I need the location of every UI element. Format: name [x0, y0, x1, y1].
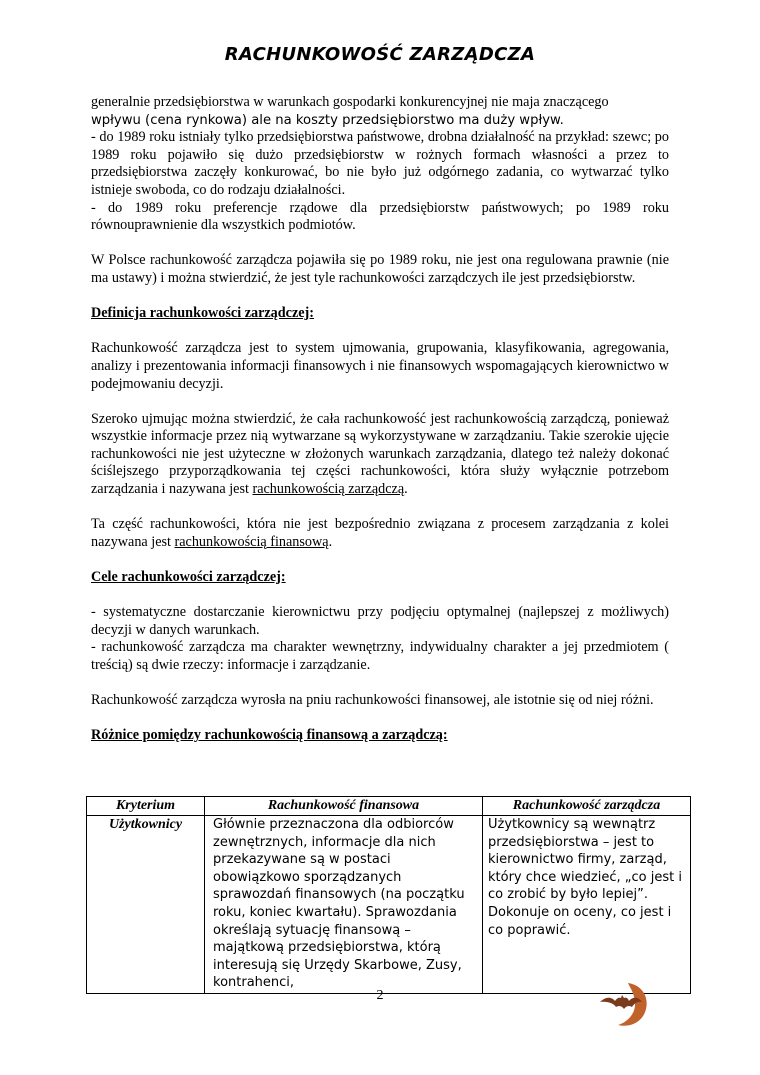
- paragraph-financial: [91, 516, 669, 551]
- bat-moon-icon: [598, 980, 650, 1028]
- page-title: RACHUNKOWOŚĆ ZARZĄDCZA: [224, 44, 536, 65]
- paragraph-continued: [91, 94, 669, 129]
- goal-item-1: - systematyczne dostarczanie kierownictwu przy podjęciu optymalnej (najlepszej z możliwych) decyzji w danych warunkach.: [91, 604, 669, 638]
- heading-goals: Cele rachunkowości zarządczej:: [91, 569, 286, 586]
- managerial-accounting-term: rachunkowością zarządczą: [252, 481, 405, 498]
- paragraph-origin: Rachunkowość zarządcza wyrosła na pniu rachunkowości finansowej, ale istotnie się od niej różni.: [91, 692, 654, 709]
- paragraph-financial-text: Ta część rachunkowości, która nie jest bezpośrednio związana z procesem zarządzania z kolei nazywana jest: [91, 516, 669, 550]
- cell-managerial: Użytkownicy są wewnątrz przedsiębiorstwa – jest to kierownictwo firmy, zarząd, który chce wiedzieć, „co jest i co zrobić by było lepiej”. Dokonuje on oceny, co jest i co poprawić.: [483, 816, 691, 994]
- paragraph-broad-view-text: Szeroko ujmując można stwierdzić, że cała rachunkowość jest rachunkowością zarządczą, ponieważ wszystkie informacje przez nią wytwarzane są wykorzystywane w zarządzaniu. Takie szerokie ujęcie rachunkowości nie jest użyteczne w złożonych warunkach zarządzania, dlatego też należy dokonać ściślejszego przyporządkowania tej części rachunkowości, która służy wyłącznie potrzebom zarządzania i nazywana jest: [91, 410, 669, 498]
- table-header-row: [87, 797, 691, 816]
- heading-definition: Definicja rachunkowości zarządczej:: [91, 305, 315, 322]
- document-body: [91, 94, 669, 745]
- cell-criterion: Użytkownicy: [87, 816, 205, 994]
- paragraph-definition: Rachunkowość zarządcza jest to system ujmowania, grupowania, klasyfikowania, agregowania, analizy i prezentowania informacji finansowych i nie finansowych wspomagających kierownictwo w podejmowaniu decyzji.: [91, 340, 669, 392]
- paragraph-poland: W Polsce rachunkowość zarządcza pojawiła się po 1989 roku, nie jest ona regulowana prawnie (nie ma ustawy) i można stwierdzić, że jest tyle rachunkowości zarządczych ile jest przedsiębiorstw.: [91, 252, 669, 286]
- paragraph-broad-view-end: .: [404, 481, 408, 498]
- paragraph-before-1989-preferences: - do 1989 roku preferencje rządowe dla przedsiębiorstw państwowych; po 1989 roku równouprawnienie dla wszystkich podmiotów.: [91, 199, 669, 234]
- page-number: 2: [376, 988, 384, 1003]
- column-header-financial: Rachunkowość finansowa: [205, 797, 483, 816]
- column-header-managerial: Rachunkowość zarządcza: [483, 797, 691, 816]
- comparison-table: [86, 796, 691, 994]
- paragraph-continued-line-1: generalnie przedsiębiorstwa w warunkach gospodarki konkurencyjnej nie maja znaczącego: [91, 94, 609, 110]
- column-header-criterion: Kryterium: [87, 797, 205, 816]
- heading-differences: Różnice pomiędzy rachunkowością finansową a zarządczą:: [91, 727, 448, 744]
- paragraph-continued-line-2: wpływu (cena rynkowa) ale na koszty przedsiębiorstwo ma duży wpływ.: [91, 112, 564, 128]
- goal-item-2: - rachunkowość zarządcza ma charakter wewnętrzny, indywidualny charakter a jej przedmiotem ( treścią) są dwie rzeczy: informacje i zarządzanie.: [91, 639, 669, 673]
- paragraph-broad-view: [91, 411, 669, 499]
- paragraph-before-1989-companies: - do 1989 roku istniały tylko przedsiębiorstwa państwowe, drobna działalność na przykład: szewc; po 1989 roku pojawiło się dużo przedsiębiorstw w rożnych formach własności a przez to przedsiębiorstwa zaczęły konkurować, bo nie było już odgórnego zadania, co wytwarzać tylko istnieje swoboda, co do rodzaju działalności.: [91, 129, 669, 198]
- financial-accounting-term: rachunkowością finansową: [174, 533, 329, 550]
- paragraph-financial-end: .: [328, 533, 333, 550]
- cell-financial: Głównie przeznaczona dla odbiorców zewnętrznych, informacje dla nich przekazywane są w postaci obowiązkowo sporządzanych sprawozdań finansowych (na początku roku, koniec kwartału). Sprawozdania określają sytuację finansową – majątkową przedsiębiorstwa, którą interesują się Urzędy Skarbowe, Zusy, kontrahenci,: [205, 816, 483, 994]
- table-row: [87, 816, 691, 994]
